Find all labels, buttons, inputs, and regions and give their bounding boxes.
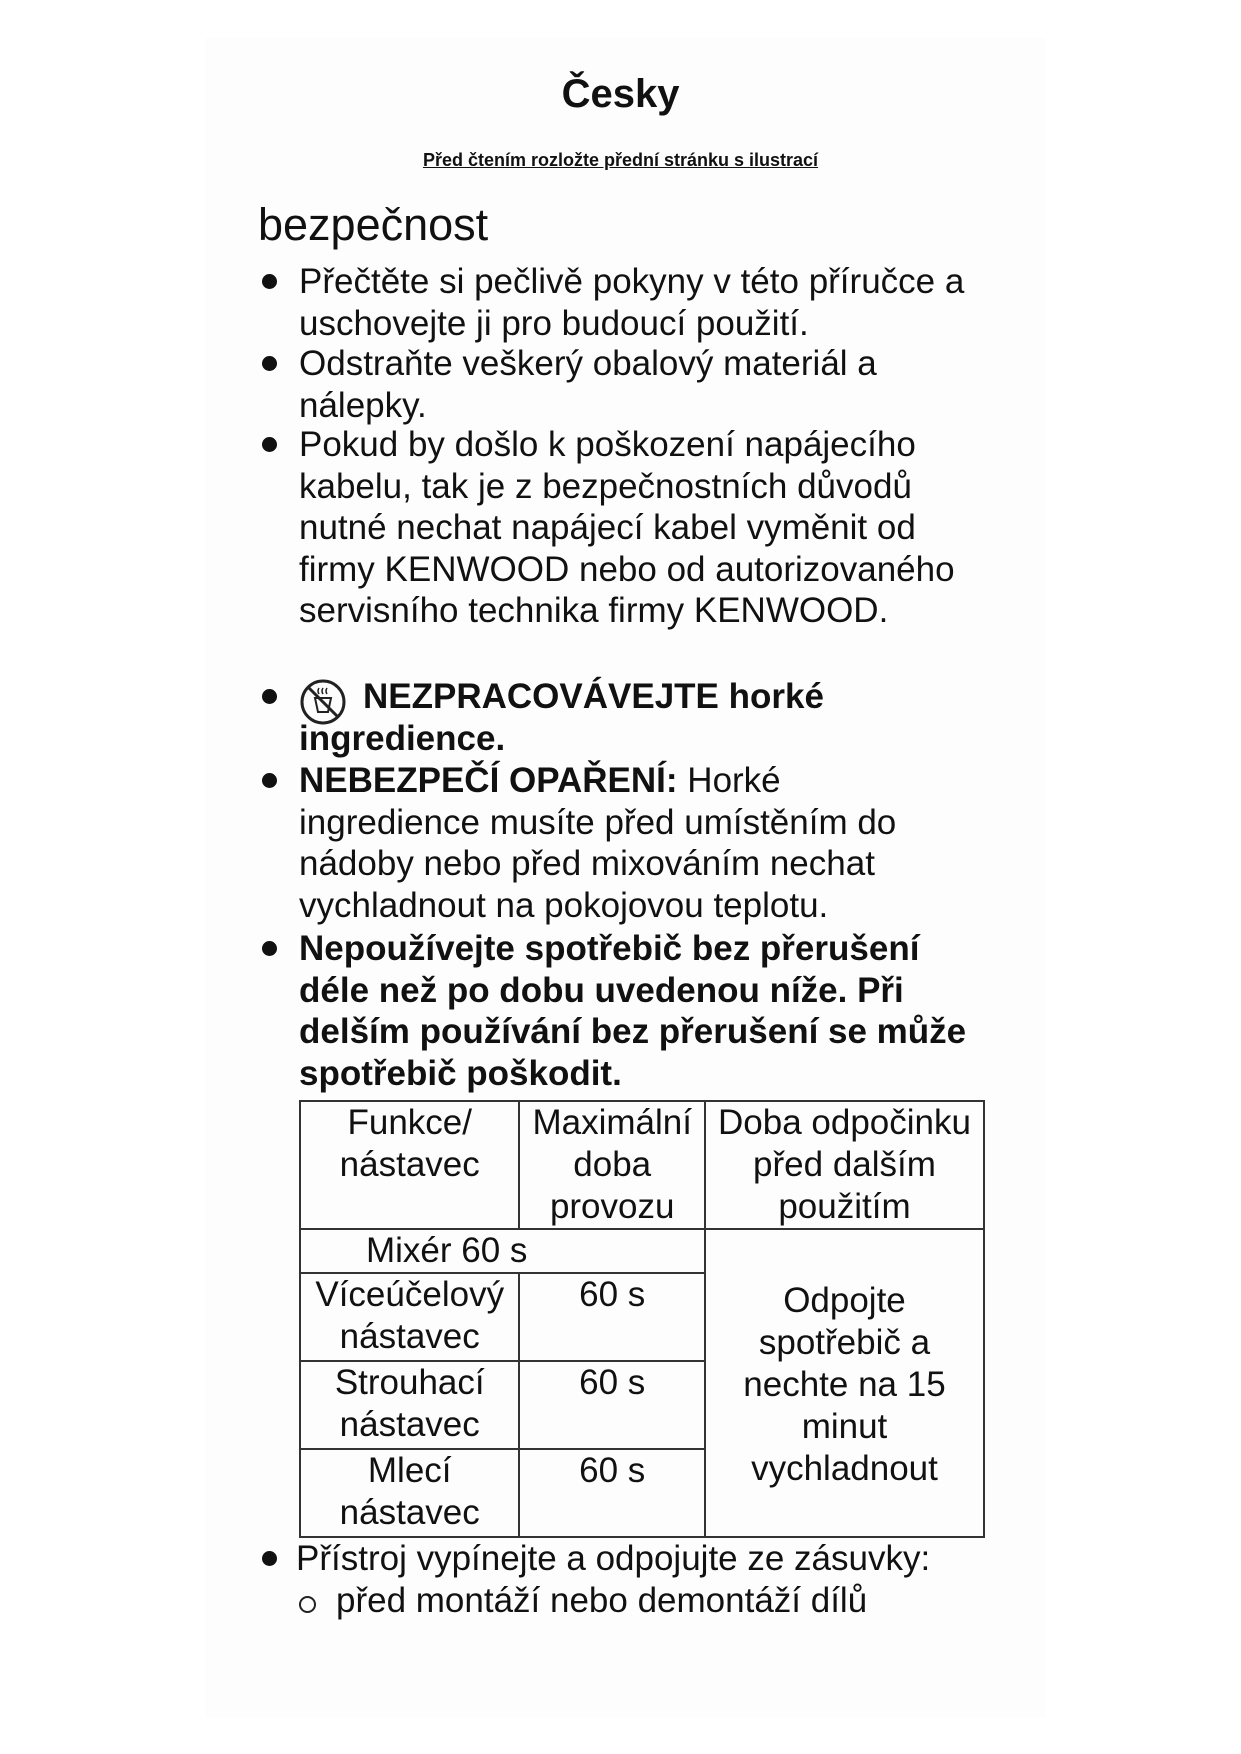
bullet-dot xyxy=(262,773,277,788)
bullet-no-hot-ingredients xyxy=(299,676,859,759)
operating-times-table xyxy=(299,1100,985,1538)
mixer-label: Mixér 60 s xyxy=(366,1231,528,1270)
bullet-text: Pokud by došlo k poškození napájecího kabelu, tak je z bezpečnostních důvodů nutné nechat napájecí kabel vyměnit od firmy KENWOOD nebo od autorizovaného servisního technika firmy KENWOOD. xyxy=(299,425,955,630)
attachment-name: Strouhací nástavec xyxy=(300,1361,519,1449)
circle-bullet xyxy=(299,1596,316,1613)
table-header-row xyxy=(300,1101,984,1229)
bullet-read-instructions xyxy=(299,261,999,344)
attachment-time: 60 s xyxy=(519,1449,705,1537)
bullet-dot xyxy=(262,356,277,371)
section-heading: bezpečnost xyxy=(258,199,489,250)
attachment-time: 60 s xyxy=(519,1273,705,1361)
rest-instruction: Odpojte spotřebič a nechte na 15 minut vychladnout xyxy=(705,1229,984,1537)
table-row xyxy=(300,1229,984,1273)
fold-out-instruction: Před čtením rozložte přední stránku s ilustrací xyxy=(422,150,819,170)
attachment-time: 60 s xyxy=(519,1361,705,1449)
bullet-remove-packaging xyxy=(299,343,919,426)
bullet-text: Odstraňte veškerý obalový materiál a nálepky. xyxy=(299,344,877,425)
bullet-text: Přečtěte si pečlivě pokyny v této příručce a uschovejte ji pro budoucí použití. xyxy=(299,262,965,343)
header-function: Funkce/ nástavec xyxy=(300,1101,519,1229)
bullet-dot xyxy=(262,437,277,452)
header-max-time: Maximální doba provozu xyxy=(519,1101,705,1229)
bullet-dot xyxy=(262,941,277,956)
language-title: Česky xyxy=(561,72,680,116)
bullet-bold-text: NEBEZPEČÍ OPAŘENÍ: xyxy=(299,761,678,800)
bullet-bold-text: Nepoužívejte spotřebič bez přerušení déle než po dobu uvedenou níže. Při delším používání bez přerušení se může spotřebič poškodit. xyxy=(299,929,967,1093)
bullet-scald-hazard xyxy=(299,760,919,926)
mixer-cell xyxy=(300,1229,705,1273)
bullet-operating-time xyxy=(299,928,979,1094)
header-rest-time: Doba odpočinku před dalším použitím xyxy=(705,1101,984,1229)
bullet-bold-text: NEZPRACOVÁVEJTE horké ingredience. xyxy=(299,677,824,758)
bullet-dot xyxy=(262,1551,277,1566)
sub-item-assembly: před montáží nebo demontáží dílů xyxy=(336,1581,868,1620)
bullet-text: Přístroj vypínejte a odpojujte ze zásuvky: xyxy=(296,1539,931,1578)
bullet-dot xyxy=(262,274,277,289)
attachment-name: Mlecí nástavec xyxy=(300,1449,519,1537)
bullet-unplug xyxy=(296,1538,1016,1580)
attachment-name: Víceúčelový nástavec xyxy=(300,1273,519,1361)
bullet-text: Horké ingredience musíte před umístěním do nádoby nebo před mixováním nechat vychladnout na pokojovou teplotu. xyxy=(299,761,897,925)
bullet-damaged-cord xyxy=(299,424,999,632)
bullet-dot xyxy=(262,689,277,704)
